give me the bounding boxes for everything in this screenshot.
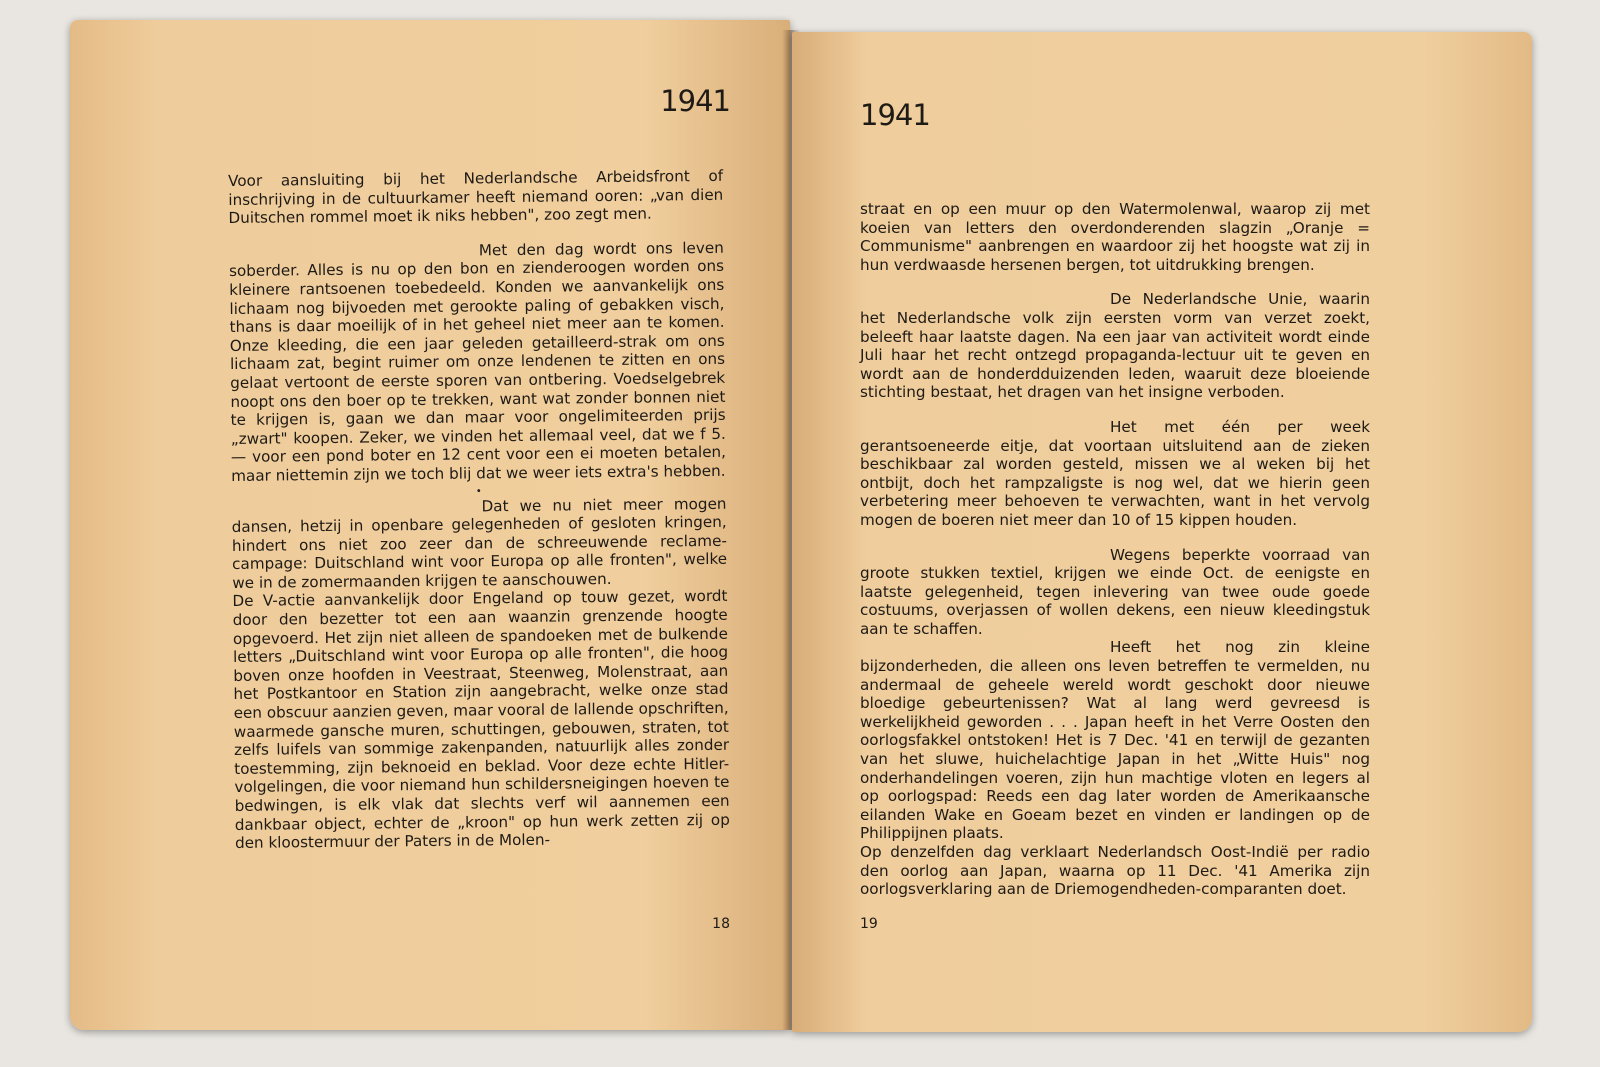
paragraph: Op denzelfden dag verklaart Nederlandsch Oost-Indië per radio den oorlog aan Japan, waarna op 11 Dec. '41 Amerika zijn oorlogsverklaring aan de Driemogendheden-comparanten doet. [860,843,1370,899]
page-year-heading: 1941 [860,98,930,132]
page-year-heading: 1941 [660,84,730,118]
paragraph: Heeft het nog zin kleine bijzonderheden, die alleen ons leven betreffen te vermelden, nu andermaal de geheele wereld wordt geschokt door nieuwe bloedige gebeurtenissen? Wat al lang werd gevreesd is werkelijkheid geworden . . . Japan heeft in het Verre Oosten den oorlogsfakkel ontstoken! Het is 7 Dec. '41 en terwijl de gezanten van het sluwe, huichelachtige Japan in het „Witte Huis" nog onderhandelingen voeren, zijn hun machtige vloten en legers al op oorlogspad: Reeds een dag later worden de Amerikaansche eilanden Wake en Goeam bezet en vinden er landingen op de Philippijnen plaats. [860,638,1370,843]
page-body-text [228,167,730,853]
paragraph: De V-actie aanvankelijk door Engeland op touw gezet, wordt door den bezetter tot een aan waanzin grenzende hoogte opgevoerd. Het zijn niet alleen de spandoeken met de bulkende letters „Duitschland wint voor Europa op alle fronten", die hoog boven onze hoofden in Veestraat, Steenweg, Molenstraat, aan het Postkantoor en Station zijn aangebracht, welke onze stad een obscuur aanzien geven, maar vooral de lallende opschriften, waarmede gansche muren, schuttingen, gebouwen, straten, tot zelfs luifels van sommige zakenpanden, natuurlijk alles zonder toestemming, zijn beknoeid en beklad. Voor deze echte Hitler-volgelingen, die voor niemand hun schildersneigingen hoeven te bedwingen, is elk vlak dat slechts verf wil aannemen een dankbaar object, echter de „kroon" op hun werk zetten zij op den kloostermuur der Paters in de Molen- [232,587,730,853]
left-page [70,20,790,1030]
page-number: 19 [860,916,878,932]
separator-dot: • [475,485,482,497]
page-number: 18 [712,916,730,932]
open-book [60,20,1540,1050]
paragraph: De Nederlandsche Unie, waarin het Nederlandsche volk zijn eersten vorm van verzet zoekt, beleeft haar laatste dagen. Na een jaar van activiteit wordt einde Juli haar het recht ontzegd propaganda-lectuur uit te geven en wordt aan de honderdduizenden leden, waaruit deze bloeiende stichting bestaat, het dragen van het insigne verboden. [860,290,1370,402]
paragraph: Dat we nu niet meer mogen dansen, hetzij in openbare gelegenheden of gesloten kringen, hindert ons niet zoo zeer dan de schreeuwende reclame-campage: Duitschland wint voor Europa op alle fronten", welke we in de zomermaanden krijgen te aanschouwen. [231,494,728,592]
paragraph: Met den dag wordt ons leven soberder. Alles is nu op den bon en zienderoogen worden ons kleinere rantsoenen toebedeeld. Konden we aanvankelijk ons lichaam nog bijvoeden met gerookte paling of gebakken visch, thans is daar moeilijk of in het geheel niet meer aan te komen. Onze kleeding, die een jaar geleden getailleerd-strak om ons lichaam zat, begint ruimer om onze lendenen te zitten en ons gelaat vertoont de eerste sporen van ontbering. Voedselgebrek noopt ons den boer op te trekken, want wat zonder bonnen niet te krijgen is, gaan we dan maar voor ongelimiteerden prijs „zwart" koopen. Zeker, we vinden het allemaal veel, dat we f 5.— voor een pond boter en 12 cent voor een ei moeten betalen, maar niettemin zijn we toch blij dat we weer iets extra's hebben. [228,238,727,485]
paragraph: Het met één per week gerantsoeneerde eitje, dat voortaan uitsluitend aan de zieken beschikbaar zal worden gesteld, missen we al weken bij het ontbijt, doch het rampzaligste is nog wel, dat we hierin geen verbetering meer behoeven te verwachten, want in het vervolg mogen de boeren niet meer dan 10 of 15 kippen houden. [860,417,1370,529]
paragraph: Voor aansluiting bij het Nederlandsche Arbeidsfront of inschrijving in de cultuurkamer heeft niemand ooren: „van dien Duitschen rommel moet ik niks hebben", zoo zegt men. [228,166,724,228]
page-body-text [860,200,1370,899]
paragraph: straat en op een muur op den Watermolenwal, waarop zij met koeien van letters den overdonderenden slagzin „Oranje = Communisme" aanbrengen en waardoor zij het hoogste wat zij in hun verdwaasde hersenen bergen, tot uitdrukking brengen. [860,200,1370,274]
right-page [792,32,1532,1032]
paragraph: Wegens beperkte voorraad van groote stukken textiel, krijgen we einde Oct. de eenigste en laatste gelegenheid, tegen inlevering van twee oude goede costuums, overjassen of wollen dekens, een nieuw kleedingstuk aan te schaffen. [860,545,1370,638]
